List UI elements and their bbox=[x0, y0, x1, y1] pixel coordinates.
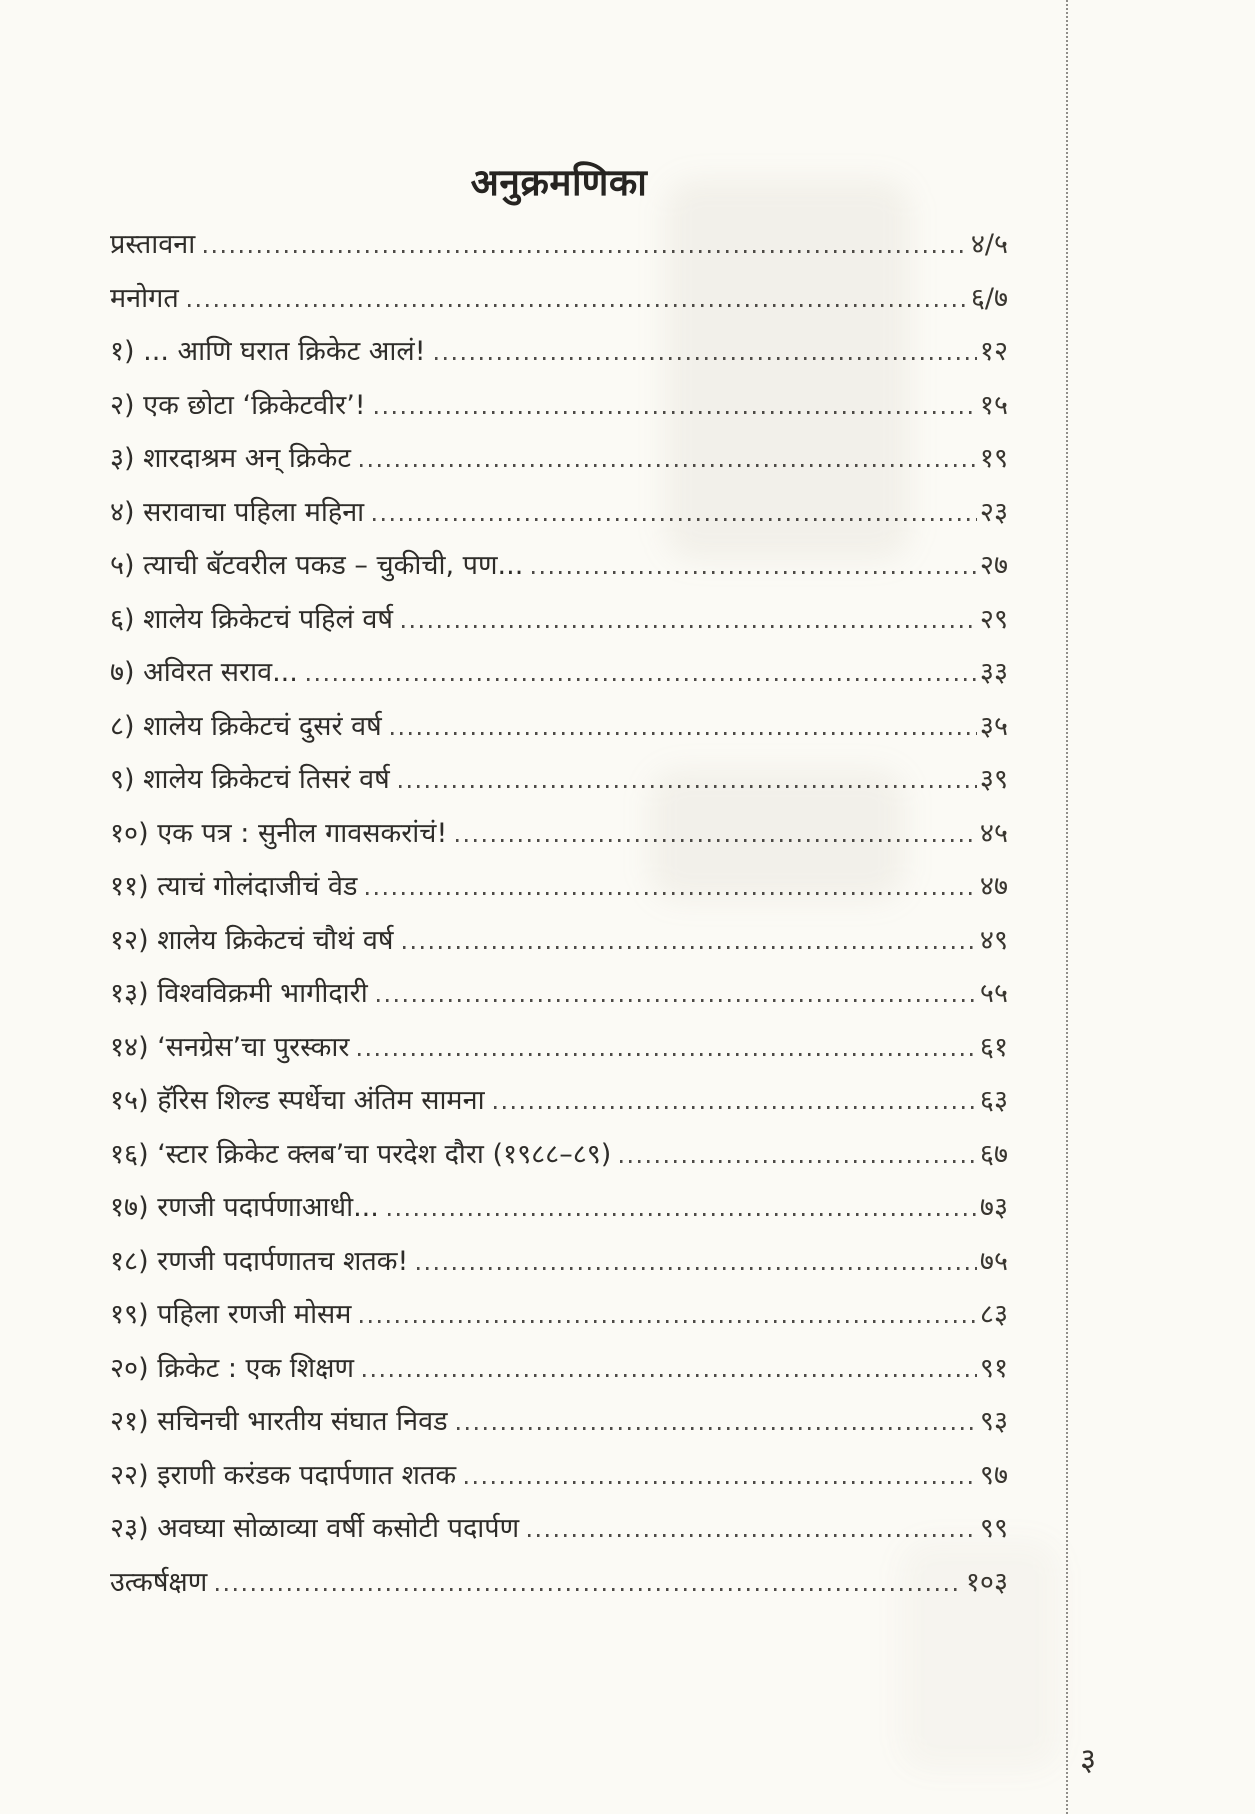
toc-row bbox=[110, 1395, 1008, 1449]
page-folio-number: ३ bbox=[1080, 1742, 1097, 1778]
toc-page-number: ६/७ bbox=[970, 282, 1008, 314]
toc-dot-leader bbox=[373, 518, 977, 521]
toc-dot-leader bbox=[528, 1534, 977, 1537]
toc-entry-label: १९) पहिला रणजी मोसम bbox=[110, 1299, 352, 1330]
toc-row bbox=[110, 272, 1008, 326]
toc-entry-label: १०) एक पत्र : सुनील गावसकरांचं! bbox=[110, 817, 448, 849]
toc-row bbox=[110, 1288, 1008, 1342]
toc-row bbox=[110, 486, 1008, 540]
toc-entry-label: ९) शालेय क्रिकेटचं तिसरं वर्ष bbox=[110, 764, 390, 795]
toc-row bbox=[110, 1449, 1008, 1503]
toc-row bbox=[110, 593, 1008, 647]
toc-page-number: ४९ bbox=[979, 924, 1008, 956]
toc-row bbox=[110, 1556, 1008, 1610]
toc-entry-label: उत्कर्षक्षण bbox=[110, 1566, 208, 1598]
toc-row bbox=[110, 860, 1008, 914]
toc-dot-leader bbox=[360, 464, 977, 467]
toc-row bbox=[110, 1074, 1008, 1128]
toc-dot-leader bbox=[417, 1267, 977, 1270]
toc-entry-label: २) एक छोटा ‘क्रिकेटवीर’! bbox=[110, 389, 366, 421]
table-of-contents bbox=[110, 158, 1008, 1609]
toc-dot-leader bbox=[465, 1481, 977, 1484]
toc-page-number: ३९ bbox=[979, 764, 1008, 795]
toc-row bbox=[110, 379, 1008, 433]
toc-entry-label: ७) अविरत सराव... bbox=[110, 657, 298, 688]
toc-entry-label: ४) सरावाचा पहिला महिना bbox=[110, 496, 365, 528]
toc-dot-leader bbox=[403, 946, 977, 949]
page-title: अनुक्रमणिका bbox=[470, 161, 648, 204]
toc-row bbox=[110, 432, 1008, 486]
toc-page-number: ६७ bbox=[979, 1138, 1008, 1170]
toc-row bbox=[110, 1021, 1008, 1075]
toc-page-number: १०३ bbox=[965, 1566, 1008, 1598]
toc-entry-label: २३) अवघ्या सोळाव्या वर्षी कसोटी पदार्पण bbox=[110, 1513, 520, 1544]
toc-page-number: ९७ bbox=[979, 1459, 1008, 1491]
toc-page-number: ६३ bbox=[979, 1085, 1008, 1116]
toc-entry-label: ११) त्याचं गोलंदाजीचं वेड bbox=[110, 871, 358, 902]
toc-row bbox=[110, 1342, 1008, 1396]
toc-page-number: १५ bbox=[979, 389, 1008, 421]
perforation-line bbox=[1066, 0, 1068, 1814]
toc-dot-leader bbox=[366, 892, 976, 895]
toc-row bbox=[110, 218, 1008, 272]
toc-row bbox=[110, 1502, 1008, 1556]
toc-row bbox=[110, 325, 1008, 379]
toc-entry-label: १३) विश्वविक्रमी भागीदारी bbox=[110, 978, 368, 1009]
toc-dot-leader bbox=[188, 304, 968, 307]
toc-page-number: ४/५ bbox=[970, 229, 1008, 260]
toc-dot-leader bbox=[532, 571, 977, 574]
toc-page-number: २७ bbox=[979, 550, 1008, 581]
toc-row bbox=[110, 1181, 1008, 1235]
toc-row bbox=[110, 646, 1008, 700]
toc-row bbox=[110, 539, 1008, 593]
toc-page-number: ४५ bbox=[979, 817, 1008, 849]
toc-dot-leader bbox=[363, 1374, 977, 1377]
toc-entry-label: ८) शालेय क्रिकेटचं दुसरं वर्ष bbox=[110, 710, 382, 742]
toc-row bbox=[110, 1128, 1008, 1182]
toc-page-number: ९३ bbox=[979, 1406, 1008, 1437]
toc-row bbox=[110, 807, 1008, 861]
toc-entry-label: २०) क्रिकेट : एक शिक्षण bbox=[110, 1352, 355, 1384]
toc-entry-label: १४) ‘सनग्रेस’चा पुरस्कार bbox=[110, 1031, 350, 1063]
toc-page-number: १२ bbox=[979, 336, 1008, 367]
toc-dot-leader bbox=[402, 625, 977, 628]
toc-page-number: ७५ bbox=[979, 1245, 1008, 1277]
toc-dot-leader bbox=[377, 999, 977, 1002]
toc-page-number: ७३ bbox=[979, 1192, 1008, 1223]
toc-page-number: ९१ bbox=[979, 1352, 1008, 1384]
toc-dot-leader bbox=[388, 1213, 977, 1216]
toc-dot-leader bbox=[435, 357, 977, 360]
toc-entry-label: मनोगत bbox=[110, 282, 179, 314]
toc-dot-leader bbox=[620, 1160, 977, 1163]
toc-page-number: ९९ bbox=[979, 1513, 1008, 1544]
toc-dot-leader bbox=[375, 411, 977, 414]
toc-entry-label: १७) रणजी पदार्पणाआधी... bbox=[110, 1192, 379, 1223]
toc-entry-label: २१) सचिनची भारतीय संघात निवड bbox=[110, 1406, 448, 1437]
toc-row bbox=[110, 1235, 1008, 1289]
toc-row bbox=[110, 700, 1008, 754]
toc-page-number: ६१ bbox=[979, 1031, 1008, 1063]
toc-page-number: ५५ bbox=[979, 978, 1008, 1009]
toc-dot-leader bbox=[494, 1106, 977, 1109]
toc-dot-leader bbox=[391, 732, 977, 735]
toc-page-number: २३ bbox=[979, 496, 1008, 528]
toc-entry-label: १६) ‘स्टार क्रिकेट क्लब’चा परदेश दौरा (१९८८–८९) bbox=[110, 1138, 612, 1170]
toc-dot-leader bbox=[307, 678, 977, 681]
toc-entry-label: प्रस्तावना bbox=[110, 229, 196, 260]
toc-dot-leader bbox=[399, 785, 977, 788]
toc-dot-leader bbox=[358, 1053, 976, 1056]
toc-entry-label: ६) शालेय क्रिकेटचं पहिलं वर्ष bbox=[110, 603, 394, 635]
toc-dot-leader bbox=[456, 839, 977, 842]
toc-entry-label: १) ... आणि घरात क्रिकेट आलं! bbox=[110, 336, 426, 367]
toc-row bbox=[110, 914, 1008, 968]
toc-dot-leader bbox=[360, 1320, 976, 1323]
toc-entry-label: ५) त्याची बॅटवरील पकड – चुकीची, पण... bbox=[110, 550, 524, 581]
toc-list bbox=[110, 218, 1008, 1609]
toc-entry-label: १५) हॅरिस शिल्ड स्पर्धेचा अंतिम सामना bbox=[110, 1085, 485, 1116]
toc-row bbox=[110, 753, 1008, 807]
toc-page-number: ३५ bbox=[979, 710, 1008, 742]
toc-dot-leader bbox=[457, 1427, 977, 1430]
toc-page-number: ८३ bbox=[979, 1299, 1008, 1330]
toc-row bbox=[110, 967, 1008, 1021]
toc-page-number: ४७ bbox=[979, 871, 1008, 902]
toc-entry-label: १८) रणजी पदार्पणातच शतक! bbox=[110, 1245, 409, 1277]
toc-entry-label: ३) शारदाश्रम अन् क्रिकेट bbox=[110, 443, 351, 474]
toc-entry-label: २२) इराणी करंडक पदार्पणात शतक bbox=[110, 1459, 457, 1491]
toc-entry-label: १२) शालेय क्रिकेटचं चौथं वर्ष bbox=[110, 924, 394, 956]
toc-dot-leader bbox=[216, 1588, 963, 1591]
toc-page-number: १९ bbox=[979, 443, 1008, 474]
toc-page-number: २९ bbox=[979, 603, 1008, 635]
toc-dot-leader bbox=[204, 250, 968, 253]
toc-page-number: ३३ bbox=[979, 657, 1008, 688]
